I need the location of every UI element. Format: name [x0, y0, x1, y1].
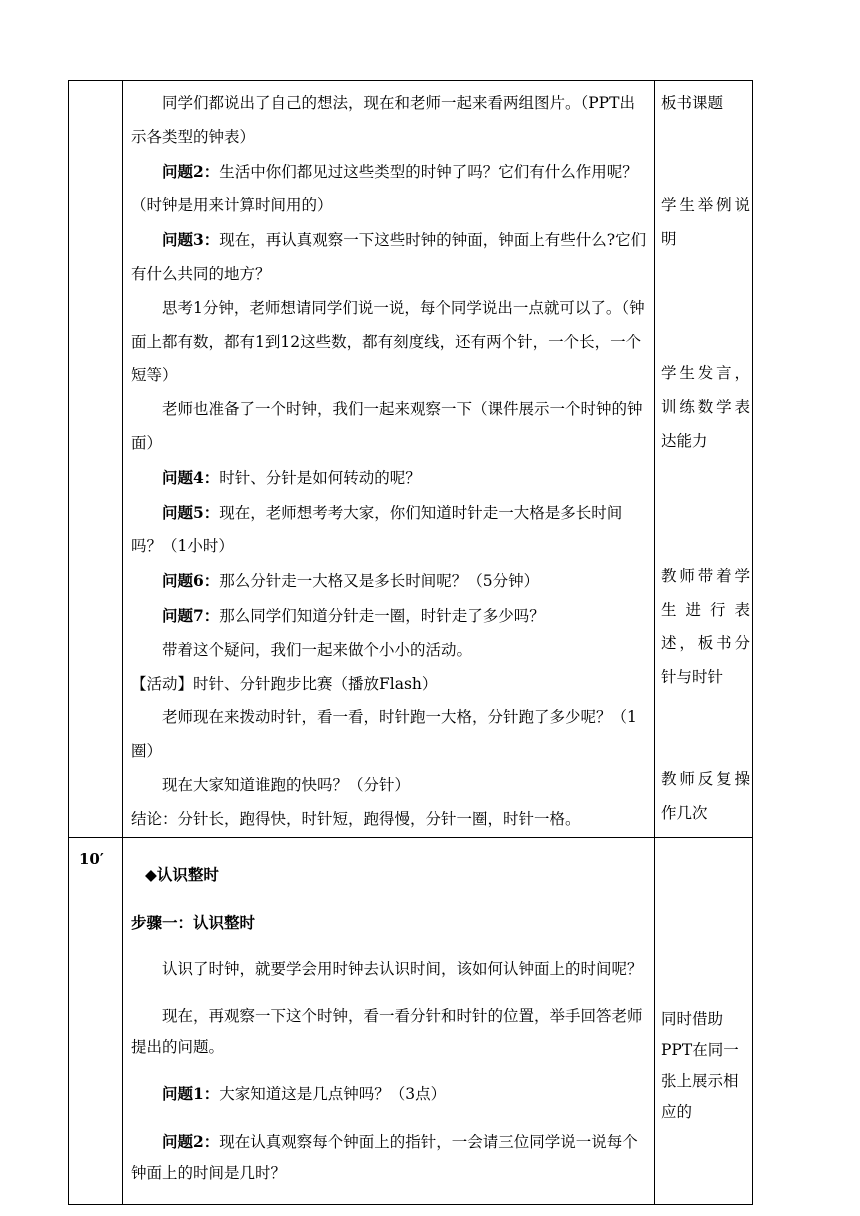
step-title: 步骤一：认识整时: [131, 912, 256, 932]
paragraph: 老师也准备了一个时钟，我们一起来观察一下（课件展示一个时钟的钟面）: [131, 400, 643, 452]
paragraph: 同学们都说出了自己的想法，现在和老师一起来看两组图片。（PPT出示各类型的钟表）: [131, 94, 635, 146]
note: 板书课题: [661, 94, 724, 112]
note: 学生举例说明: [661, 195, 750, 248]
note: 教师带着学生进行表述，板书分针与时针: [661, 566, 750, 687]
content-cell: [123, 81, 655, 838]
paragraph: 思考1分钟，老师想请同学们说一说，每个同学说出一点就可以了。（钟面上都有数，都有1到12这些数，都有刻度线，还有两个针，一个长，一个短等）: [131, 298, 645, 385]
paragraph: 问题3：现在，再认真观察一下这些时钟的钟面，钟面上有些什么?它们有什么共同的地方？: [131, 230, 647, 283]
paragraph: 带着这个疑问，我们一起来做个小小的活动。: [162, 640, 473, 659]
paragraph: 现在大家知道谁跑的快吗？（分针）: [162, 775, 411, 794]
lesson-plan-table: [68, 80, 753, 1205]
section-heading: ◆认识整时: [145, 865, 219, 885]
paragraph: 问题6：那么分针走一大格又是多长时间呢？（5分钟）: [162, 571, 540, 591]
time-cell: 10′: [69, 837, 123, 1205]
paragraph: 认识了时钟，就要学会用时钟去认识时间，该如何认钟面上的时间呢？: [162, 960, 643, 979]
paragraph: 问题2：生活中你们都见过这些类型的时钟了吗？它们有什么作用呢？（时钟是用来计算时间用的）: [131, 161, 638, 215]
time-cell: [69, 81, 123, 838]
paragraph: 问题2：现在认真观察每个钟面上的指针，一会请三位同学说一说每个钟面上的时间是几时？: [131, 1131, 638, 1182]
notes-cell: [655, 837, 753, 1205]
paragraph: 现在，再观察一下这个时钟，看一看分针和时针的位置，举手回答老师提出的问题。: [131, 1006, 643, 1056]
paragraph: 问题1：大家知道这是几点钟吗？（3点）: [162, 1084, 447, 1104]
paragraph: 【活动】时针、分针跑步比赛（播放Flash）: [131, 674, 438, 693]
notes-cell: [655, 81, 753, 838]
content-cell: [123, 837, 655, 1205]
note: 教师反复操作几次: [661, 769, 750, 822]
paragraph: 问题4：时针、分针是如何转动的呢？: [162, 467, 421, 487]
paragraph: 问题7：那么同学们知道分针走一圈，时针走了多少吗？: [162, 605, 545, 625]
paragraph: 问题5：现在，老师想考考大家，你们知道时针走一大格是多长时间吗？（1小时）: [131, 502, 623, 556]
table-row: [69, 837, 753, 1205]
note: 学生发言，训练数学表达能力: [661, 364, 750, 450]
paragraph: 老师现在来拨动时针，看一看，时针跑一大格，分针跑了多少呢？（1圈）: [131, 708, 637, 761]
note: 同时借助PPT在同一张上展示相应的: [661, 1009, 739, 1121]
paragraph: 结论：分针长，跑得快，时针短，跑得慢，分针一圈，时针一格。: [131, 809, 581, 828]
table-row: [69, 81, 753, 838]
